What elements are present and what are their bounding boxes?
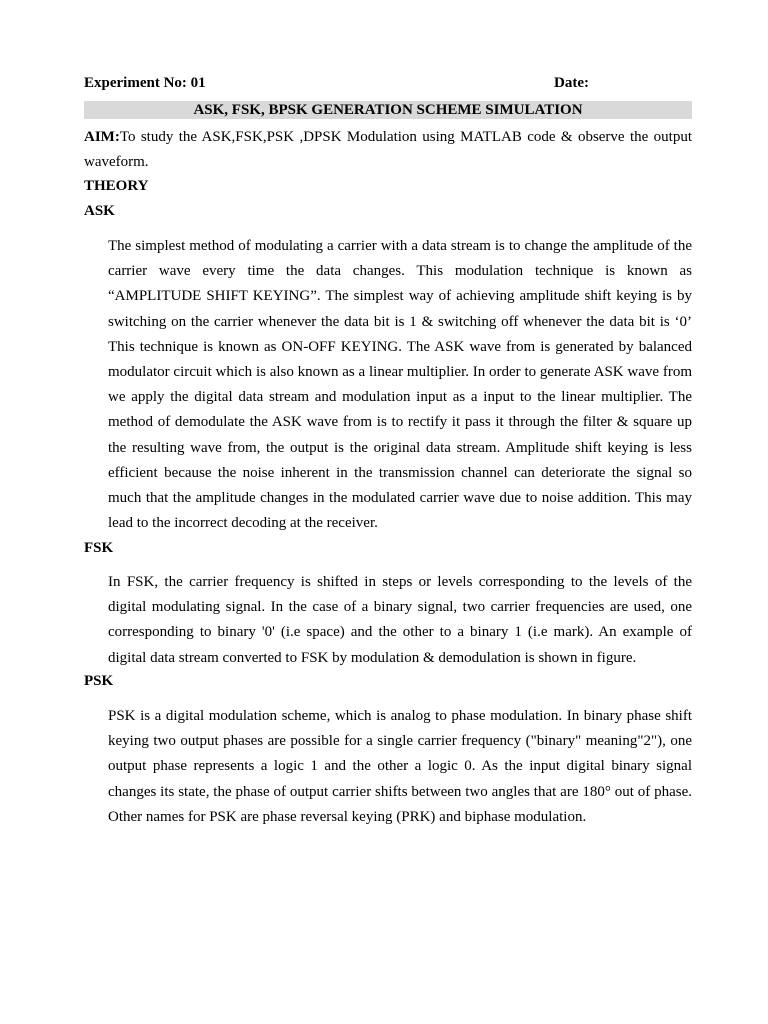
aim-label: AIM: bbox=[84, 129, 120, 145]
experiment-header bbox=[84, 75, 692, 95]
section-heading-psk: PSK bbox=[84, 673, 114, 689]
aim-text: To study the ASK,FSK,PSK ,DPSK Modulation using MATLAB code & observe the output waveform. bbox=[84, 129, 692, 170]
experiment-title: ASK, FSK, BPSK GENERATION SCHEME SIMULATION bbox=[84, 101, 692, 119]
section-body-psk: PSK is a digital modulation scheme, which is analog to phase modulation. In binary phase shift keying two output phases are possible for a single carrier frequency ("binary" meaning"2"), one output phase represents a logic 1 and the other a logic 0. As the input digital binary signal changes its state, the phase of output carrier shifts between two angles that are 180° out of phase. Other names for PSK are phase reversal keying (PRK) and biphase modulation. bbox=[108, 708, 692, 825]
section-heading-fsk: FSK bbox=[84, 540, 114, 556]
aim-paragraph bbox=[84, 125, 692, 175]
theory-heading: THEORY bbox=[84, 178, 149, 194]
section-body-ask: The simplest method of modulating a carrier with a data stream is to change the amplitude of the carrier wave every time the data changes. This modulation technique is known as “AMPLITUDE SHIFT KEYING”. The simplest way of achieving amplitude shift keying is by switching on the carrier whenever the data bit is 1 & switching off whenever the data bit is ‘0’ This technique is known as ON-OFF KEYING. The ASK wave from is generated by balanced modulator circuit which is also known as a linear multiplier. In order to generate ASK wave from we apply the digital data stream and modulation input as a input to the linear multiplier. The method of demodulate the ASK wave from is to rectify it pass it through the filter & square up the resulting wave from, the output is the original data stream. Amplitude shift keying is less efficient because the noise inherent in the transmission channel can deteriorate the signal so much that the amplitude changes in the modulated carrier wave due to noise addition. This may lead to the incorrect decoding at the receiver. bbox=[108, 238, 692, 532]
section-heading-ask: ASK bbox=[84, 203, 115, 219]
section-body-fsk: In FSK, the carrier frequency is shifted in steps or levels corresponding to the levels of the digital modulating signal. In the case of a binary signal, two carrier frequencies are used, one corresponding to binary '0' (i.e space) and the other to a binary 1 (i.e mark). An example of digital data stream converted to FSK by modulation & demodulation is shown in figure. bbox=[108, 574, 692, 666]
date-label: Date: bbox=[554, 75, 589, 91]
experiment-number: Experiment No: 01 bbox=[84, 75, 206, 91]
